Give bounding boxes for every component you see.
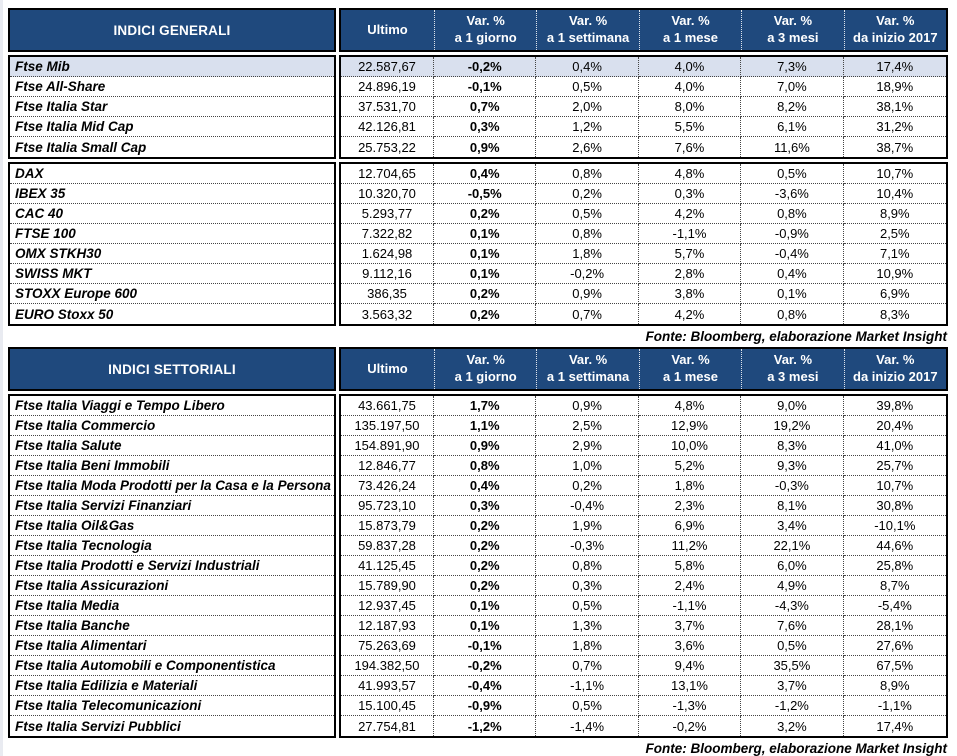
- var-cell: 10,7%: [844, 164, 946, 184]
- indici-settoriali-header-row: [8, 347, 948, 391]
- var-cell: 38,1%: [844, 97, 946, 117]
- var-cell: 6,9%: [844, 284, 946, 304]
- index-name-cell: STOXX Europe 600: [10, 284, 334, 304]
- var-cell: 12,9%: [639, 416, 741, 436]
- ultimo-cell: 1.624,98: [341, 244, 434, 264]
- ultimo-cell: 10.320,70: [341, 184, 434, 204]
- var-cell: -1,1%: [639, 596, 741, 616]
- ultimo-cell: 75.263,69: [341, 636, 434, 656]
- ultimo-cell: 22.587,67: [341, 57, 434, 77]
- var-cell: 1,9%: [536, 516, 638, 536]
- var-cell: 0,4%: [434, 164, 536, 184]
- ultimo-cell: 95.723,10: [341, 496, 434, 516]
- var-cell: 27,6%: [844, 636, 946, 656]
- var-cell: 2,5%: [536, 416, 638, 436]
- ultimo-cell: 135.197,50: [341, 416, 434, 436]
- ultimo-cell: 43.661,75: [341, 396, 434, 416]
- index-name-cell: EURO Stoxx 50: [15, 306, 114, 322]
- ultimo-cell: 12.937,45: [341, 596, 434, 616]
- var-cell: 0,2%: [536, 476, 638, 496]
- var-cell: -0,9%: [741, 224, 843, 244]
- var-cell: 1,8%: [639, 476, 741, 496]
- ultimo-cell: 41.125,45: [341, 556, 434, 576]
- index-name-cell: CAC 40: [10, 204, 334, 224]
- col-header-var-1-giorno: [434, 10, 536, 50]
- var-cell: -0,9%: [434, 696, 536, 716]
- var-cell: 10,4%: [844, 184, 946, 204]
- var-cell: -0,2%: [536, 264, 638, 284]
- col-header-line2: a 1 giorno: [454, 30, 517, 45]
- col-header-line2: a 1 mese: [663, 30, 718, 45]
- var-cell: 31,2%: [844, 117, 946, 137]
- index-block: [8, 55, 948, 159]
- var-cell: 0,3%: [434, 117, 536, 137]
- col-header-var-1-settimana: [536, 10, 638, 50]
- var-cell: 8,3%: [741, 436, 843, 456]
- var-cell: 8,0%: [639, 97, 741, 117]
- var-cell: 7,0%: [741, 77, 843, 97]
- var-cell: 0,3%: [639, 184, 741, 204]
- index-name-cell: Ftse Italia Mid Cap: [10, 117, 334, 137]
- var-cell: 0,5%: [741, 636, 843, 656]
- var-cell: 44,6%: [844, 536, 946, 556]
- var-cell: -1,1%: [844, 696, 946, 716]
- var-cell: -0,1%: [434, 77, 536, 97]
- var-cell: 41,0%: [844, 436, 946, 456]
- source-note: Fonte: Bloomberg, elaborazione Market Insight: [645, 329, 947, 344]
- var-cell: 1,7%: [434, 396, 536, 416]
- var-cell: 1,3%: [536, 616, 638, 636]
- var-cell: 1,1%: [434, 416, 536, 436]
- var-cell: -1,1%: [536, 676, 638, 696]
- var-cell: 0,2%: [434, 576, 536, 596]
- var-cell: 0,9%: [536, 396, 638, 416]
- var-cell: 7,3%: [741, 57, 843, 77]
- var-cell: 1,8%: [536, 244, 638, 264]
- ultimo-cell: 12.846,77: [341, 456, 434, 476]
- var-cell: 0,9%: [536, 284, 638, 304]
- var-cell: 0,8%: [536, 556, 638, 576]
- var-cell: -1,2%: [434, 716, 536, 736]
- indici-generali-section: [8, 8, 948, 346]
- col-header-line1: Var. %: [671, 13, 710, 29]
- var-cell: -0,3%: [741, 476, 843, 496]
- var-cell: 4,8%: [639, 164, 741, 184]
- var-cell: 0,8%: [536, 164, 638, 184]
- var-cell: 19,2%: [741, 416, 843, 436]
- var-cell: 13,1%: [639, 676, 741, 696]
- indici-settoriali-body: [8, 394, 948, 738]
- var-cell: 38,7%: [876, 139, 914, 155]
- var-cell: 3,7%: [741, 676, 843, 696]
- var-cell: 8,2%: [741, 97, 843, 117]
- var-cell: 8,7%: [844, 576, 946, 596]
- var-cell: 7,6%: [741, 616, 843, 636]
- ultimo-cell: 27.754,81: [341, 716, 434, 736]
- var-cell: 17,4%: [844, 57, 946, 77]
- var-cell: -0,3%: [536, 536, 638, 556]
- var-cell: 5,2%: [639, 456, 741, 476]
- col-header-line1: Var. %: [876, 13, 915, 29]
- var-cell: 0,2%: [434, 204, 536, 224]
- var-cell: 0,1%: [741, 284, 843, 304]
- var-cell: 0,2%: [434, 536, 536, 556]
- var-cell: -1,4%: [536, 716, 638, 736]
- index-values-grid: [339, 162, 948, 326]
- var-cell: 4,2%: [639, 304, 741, 324]
- index-names-column: [8, 55, 336, 159]
- var-cell: 0,7%: [536, 304, 638, 324]
- var-cell: 1,8%: [536, 636, 638, 656]
- ultimo-cell: 24.896,19: [341, 77, 434, 97]
- col-header-line1: Var. %: [671, 352, 710, 368]
- col-header-line2: a 3 mesi: [767, 369, 819, 384]
- var-cell: 67,5%: [844, 656, 946, 676]
- index-block: [8, 162, 948, 326]
- ultimo-cell: 25.753,22: [341, 137, 434, 157]
- var-cell: 9,3%: [741, 456, 843, 476]
- page-edge-strip: [0, 0, 3, 756]
- var-cell: 0,5%: [536, 77, 638, 97]
- index-name-cell: Ftse Italia Salute: [10, 436, 334, 456]
- ultimo-cell: 41.993,57: [341, 676, 434, 696]
- var-cell: 9,0%: [741, 396, 843, 416]
- var-cell: 28,1%: [844, 616, 946, 636]
- var-cell: 0,2%: [434, 284, 536, 304]
- var-cell: 25,8%: [844, 556, 946, 576]
- var-cell: 8,1%: [741, 496, 843, 516]
- index-name-cell: Ftse Italia Prodotti e Servizi Industriali: [10, 556, 334, 576]
- ultimo-cell: 15.789,90: [341, 576, 434, 596]
- col-header-line1: Var. %: [773, 352, 813, 368]
- col-header-var-1-mese: [639, 10, 741, 50]
- var-cell: 9,4%: [639, 656, 741, 676]
- var-cell: 0,2%: [434, 516, 536, 536]
- var-cell: -0,2%: [434, 656, 536, 676]
- col-header-var-1-mese: [639, 349, 741, 389]
- col-header-line2: da inizio 2017: [853, 30, 938, 45]
- var-cell: 17,4%: [876, 718, 914, 734]
- ultimo-cell: 15.100,45: [341, 696, 434, 716]
- col-header-line2: a 1 mese: [663, 369, 718, 384]
- var-cell: 1,0%: [536, 456, 638, 476]
- col-header-var-3-mesi: [741, 10, 843, 50]
- index-name-cell: Ftse Italia Commercio: [10, 416, 334, 436]
- var-cell: 4,0%: [639, 77, 741, 97]
- var-cell: 5,8%: [639, 556, 741, 576]
- var-cell: 0,7%: [434, 97, 536, 117]
- var-cell: 18,9%: [844, 77, 946, 97]
- indici-generali-column-headers: [339, 8, 948, 52]
- var-cell: 7,6%: [639, 137, 741, 157]
- ultimo-cell: 42.126,81: [341, 117, 434, 137]
- var-cell: 11,6%: [741, 137, 843, 157]
- index-values-grid: [339, 55, 948, 159]
- col-header-line1: Var. %: [568, 352, 608, 368]
- var-cell: -0,5%: [434, 184, 536, 204]
- ultimo-cell: 15.873,79: [341, 516, 434, 536]
- var-cell: -1,1%: [639, 224, 741, 244]
- ultimo-cell: 5.293,77: [341, 204, 434, 224]
- var-cell: -1,3%: [639, 696, 741, 716]
- var-cell: 8,3%: [879, 306, 910, 322]
- var-cell: -0,2%: [639, 716, 741, 736]
- var-cell: 4,8%: [639, 396, 741, 416]
- var-cell: 0,7%: [536, 656, 638, 676]
- var-cell: 6,9%: [639, 516, 741, 536]
- var-cell: -10,1%: [844, 516, 946, 536]
- index-names-column: [8, 394, 336, 738]
- var-cell: 0,2%: [434, 304, 536, 324]
- index-name-cell: Ftse Italia Star: [10, 97, 334, 117]
- var-cell: -3,6%: [741, 184, 843, 204]
- var-cell: 10,9%: [844, 264, 946, 284]
- ultimo-cell: 386,35: [341, 284, 434, 304]
- ultimo-cell: 37.531,70: [341, 97, 434, 117]
- indici-generali-body: [8, 55, 948, 326]
- var-cell: 0,1%: [434, 264, 536, 284]
- index-name-cell: Ftse Italia Alimentari: [10, 636, 334, 656]
- var-cell: 0,1%: [434, 244, 536, 264]
- ultimo-cell: 7.322,82: [341, 224, 434, 244]
- var-cell: 0,5%: [536, 596, 638, 616]
- var-cell: 7,1%: [844, 244, 946, 264]
- ultimo-cell: 194.382,50: [341, 656, 434, 676]
- var-cell: 0,8%: [741, 304, 843, 324]
- var-cell: 0,5%: [741, 164, 843, 184]
- col-header-line1: Var. %: [568, 13, 608, 29]
- index-name-cell: Ftse Italia Media: [10, 596, 334, 616]
- var-cell: 0,4%: [536, 57, 638, 77]
- var-cell: 8,9%: [844, 676, 946, 696]
- var-cell: 22,1%: [741, 536, 843, 556]
- table-title-indici-settoriali: INDICI SETTORIALI: [8, 347, 336, 391]
- col-header-line2: a 3 mesi: [767, 30, 819, 45]
- index-block: [8, 394, 948, 738]
- source-note: Fonte: Bloomberg, elaborazione Market Insight: [645, 741, 947, 756]
- var-cell: 0,1%: [434, 224, 536, 244]
- var-cell: -5,4%: [844, 596, 946, 616]
- ultimo-cell: 9.112,16: [341, 264, 434, 284]
- index-name-cell: Ftse Italia Servizi Finanziari: [10, 496, 334, 516]
- var-cell: 2,4%: [639, 576, 741, 596]
- col-header-line2: a 1 settimana: [546, 369, 630, 384]
- table-title-indici-generali: INDICI GENERALI: [8, 8, 336, 52]
- var-cell: 2,8%: [639, 264, 741, 284]
- var-cell: 0,1%: [434, 596, 536, 616]
- var-cell: 0,2%: [536, 184, 638, 204]
- var-cell: 0,9%: [434, 137, 536, 157]
- index-name-cell: Ftse Italia Moda Prodotti per la Casa e la Persona: [10, 476, 334, 496]
- index-name-cell: Ftse Italia Automobili e Componentistica: [10, 656, 334, 676]
- col-header-var-inizio-2017: [844, 349, 946, 389]
- index-name-cell: Ftse Italia Small Cap: [15, 139, 147, 155]
- index-name-cell: DAX: [10, 164, 334, 184]
- index-name-cell: Ftse Italia Viaggi e Tempo Libero: [10, 396, 334, 416]
- index-name-cell: Ftse Italia Assicurazioni: [10, 576, 334, 596]
- index-name-cell: Ftse Italia Servizi Pubblici: [15, 718, 181, 734]
- var-cell: 0,8%: [741, 204, 843, 224]
- index-name-cell: IBEX 35: [10, 184, 334, 204]
- var-cell: 2,3%: [639, 496, 741, 516]
- indici-settoriali-column-headers: [339, 347, 948, 391]
- index-name-cell: Ftse Italia Telecomunicazioni: [10, 696, 334, 716]
- var-cell: 30,8%: [844, 496, 946, 516]
- var-cell: 5,5%: [639, 117, 741, 137]
- var-cell: 0,3%: [536, 576, 638, 596]
- var-cell: 1,2%: [536, 117, 638, 137]
- var-cell: 0,4%: [741, 264, 843, 284]
- var-cell: -4,3%: [741, 596, 843, 616]
- index-name-cell: Ftse Italia Tecnologia: [10, 536, 334, 556]
- index-name-cell: Ftse All-Share: [10, 77, 334, 97]
- col-header-var-inizio-2017: [844, 10, 946, 50]
- ultimo-cell: 12.187,93: [341, 616, 434, 636]
- col-header-ultimo: Ultimo: [367, 360, 408, 376]
- col-header-line1: Var. %: [876, 352, 915, 368]
- var-cell: 10,0%: [639, 436, 741, 456]
- var-cell: 2,0%: [536, 97, 638, 117]
- var-cell: -0,4%: [536, 496, 638, 516]
- var-cell: 4,9%: [741, 576, 843, 596]
- var-cell: 0,5%: [536, 696, 638, 716]
- var-cell: 3,4%: [741, 516, 843, 536]
- var-cell: 0,8%: [536, 224, 638, 244]
- index-name-cell: SWISS MKT: [10, 264, 334, 284]
- index-name-cell: OMX STKH30: [10, 244, 334, 264]
- index-name-cell: Ftse Italia Edilizia e Materiali: [10, 676, 334, 696]
- index-name-cell: Ftse Mib: [10, 57, 334, 77]
- col-header-line2: da inizio 2017: [853, 369, 938, 384]
- ultimo-cell: 73.426,24: [341, 476, 434, 496]
- var-cell: 0,3%: [434, 496, 536, 516]
- var-cell: 35,5%: [741, 656, 843, 676]
- index-name-cell: Ftse Italia Banche: [10, 616, 334, 636]
- ultimo-cell: 154.891,90: [341, 436, 434, 456]
- ultimo-cell: 3.563,32: [341, 304, 434, 324]
- var-cell: 4,0%: [639, 57, 741, 77]
- var-cell: 0,8%: [434, 456, 536, 476]
- var-cell: -0,4%: [741, 244, 843, 264]
- var-cell: 2,9%: [536, 436, 638, 456]
- ultimo-cell: 12.704,65: [341, 164, 434, 184]
- col-header-line2: a 1 settimana: [546, 30, 630, 45]
- index-name-cell: Ftse Italia Oil&Gas: [10, 516, 334, 536]
- col-header-line1: Var. %: [773, 13, 813, 29]
- var-cell: 3,6%: [639, 636, 741, 656]
- index-names-column: [8, 162, 336, 326]
- var-cell: 3,8%: [639, 284, 741, 304]
- var-cell: -1,2%: [741, 696, 843, 716]
- var-cell: 10,7%: [844, 476, 946, 496]
- var-cell: 0,2%: [434, 556, 536, 576]
- index-name-cell: FTSE 100: [10, 224, 334, 244]
- var-cell: 25,7%: [844, 456, 946, 476]
- var-cell: -0,1%: [434, 636, 536, 656]
- var-cell: 2,6%: [536, 137, 638, 157]
- var-cell: 6,0%: [741, 556, 843, 576]
- var-cell: 0,9%: [434, 436, 536, 456]
- index-values-grid: [339, 394, 948, 738]
- var-cell: 5,7%: [639, 244, 741, 264]
- var-cell: 0,4%: [434, 476, 536, 496]
- var-cell: 0,5%: [536, 204, 638, 224]
- var-cell: 2,5%: [844, 224, 946, 244]
- col-header-line1: Var. %: [466, 13, 505, 29]
- var-cell: -0,2%: [434, 57, 536, 77]
- col-header-line2: a 1 giorno: [454, 369, 517, 384]
- var-cell: 20,4%: [844, 416, 946, 436]
- index-name-cell: Ftse Italia Beni Immobili: [10, 456, 334, 476]
- var-cell: 3,7%: [639, 616, 741, 636]
- var-cell: -0,4%: [434, 676, 536, 696]
- col-header-ultimo: Ultimo: [367, 21, 408, 37]
- col-header-var-3-mesi: [741, 349, 843, 389]
- var-cell: 39,8%: [844, 396, 946, 416]
- var-cell: 11,2%: [639, 536, 741, 556]
- var-cell: 6,1%: [741, 117, 843, 137]
- col-header-var-1-settimana: [536, 349, 638, 389]
- var-cell: 4,2%: [639, 204, 741, 224]
- ultimo-cell: 59.837,28: [341, 536, 434, 556]
- var-cell: 8,9%: [844, 204, 946, 224]
- var-cell: 3,2%: [741, 716, 843, 736]
- indici-settoriali-section: [8, 347, 948, 756]
- indici-generali-header-row: [8, 8, 948, 52]
- var-cell: 0,1%: [434, 616, 536, 636]
- col-header-line1: Var. %: [466, 352, 505, 368]
- col-header-var-1-giorno: [434, 349, 536, 389]
